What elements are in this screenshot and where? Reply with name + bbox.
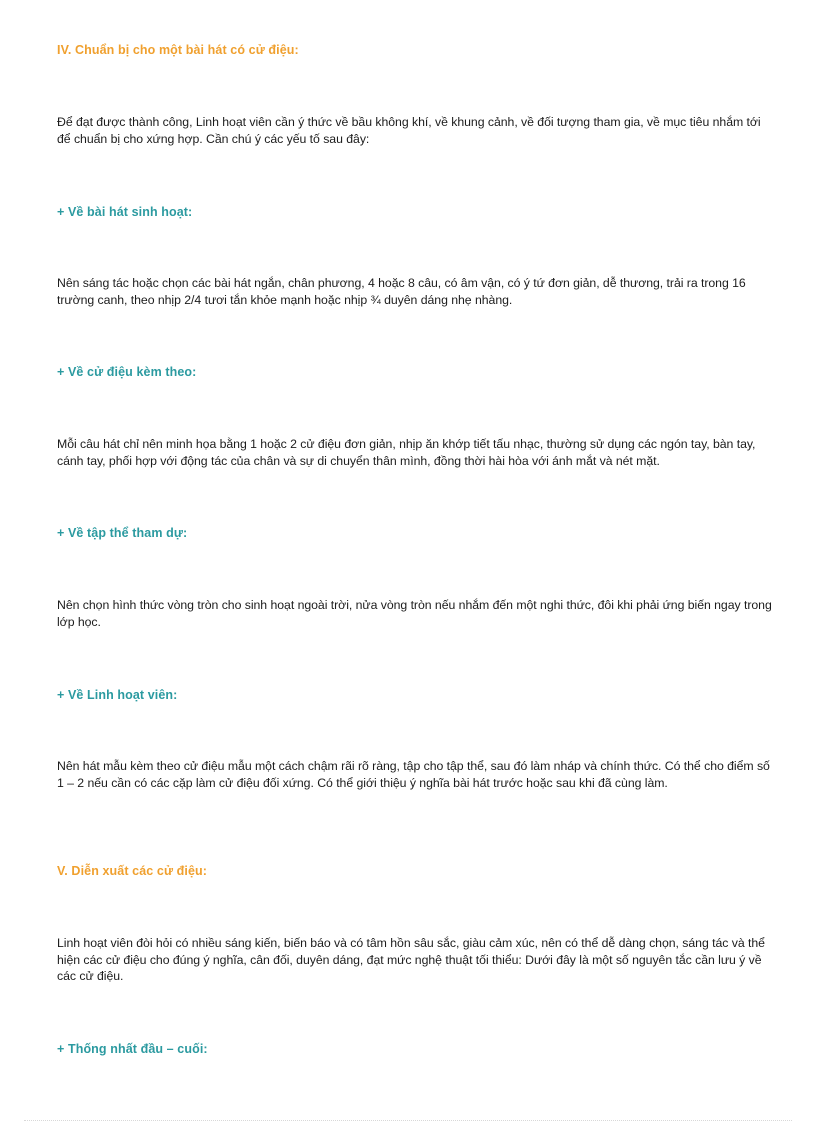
subheading-linh-hoat-vien: + Về Linh hoạt viên: [57,688,178,702]
section-heading-v: V. Diễn xuất các cử điệu: [57,864,208,878]
paragraph-intro: Để đạt được thành công, Linh hoạt viên cần ý thức về bầu không khí, về khung cảnh, về đối tượng tham gia, về mục tiêu nhắm tới để chuẩn bị cho xứng hợp. Cần chú ý các yếu tố sau đây: [57,115,761,146]
paragraph-bai-hat: Nên sáng tác hoặc chọn các bài hát ngắn, chân phương, 4 hoặc 8 câu, có âm vận, có ý tứ đơn giản, dễ thương, trải ra trong 16 trường canh, theo nhịp 2/4 tươi tắn khỏe mạnh hoặc nhịp ¾ duyên dáng nhẹ nhàng. [57,276,746,307]
subheading-bai-hat: + Về bài hát sinh hoạt: [57,205,193,219]
paragraph-tap-the: Nên chọn hình thức vòng tròn cho sinh hoạt ngoài trời, nửa vòng tròn nếu nhắm đến một nghi thức, đôi khi phải ứng biến ngay trong lớp học. [57,598,772,629]
subheading-cu-dieu: + Về cử điệu kèm theo: [57,365,197,379]
page-bottom-divider [24,1120,792,1121]
subheading-thong-nhat: + Thống nhất đầu – cuối: [57,1042,208,1056]
paragraph-cu-dieu: Mỗi câu hát chỉ nên minh họa bằng 1 hoặc 2 cử điệu đơn giản, nhịp ăn khớp tiết tấu nhạc, thường sử dụng các ngón tay, bàn tay, cánh tay, phối hợp với động tác của chân và sự di chuyển thân mình, đồng thời hài hòa với ánh mắt và nét mặt. [57,437,756,468]
subheading-tap-the: + Về tập thể tham dự: [57,526,188,540]
section-heading-iv: IV. Chuẩn bị cho một bài hát có cử điệu: [57,43,299,57]
paragraph-linh-hoat-vien: Nên hát mẫu kèm theo cử điệu mẫu một cách chậm rãi rõ ràng, tập cho tập thể, sau đó làm nháp và chính thức. Có thể cho điểm số 1 – 2 nếu cần có các cặp làm cử điệu đối xứng. Có thể giới thiệu ý nghĩa bài hát trước hoặc sau khi đã cùng làm. [57,759,770,790]
paragraph-dien-xuat: Linh hoạt viên đòi hỏi có nhiều sáng kiến, biến báo và có tâm hồn sâu sắc, giàu cảm xúc, nên có thể dễ dàng chọn, sáng tác và thể hiện các cử điệu cho đúng ý nghĩa, cân đối, duyên dáng, đạt mức nghệ thuật tối thiểu: Dưới đây là một số nguyên tắc cần lưu ý về các cử điệu. [57,936,765,983]
